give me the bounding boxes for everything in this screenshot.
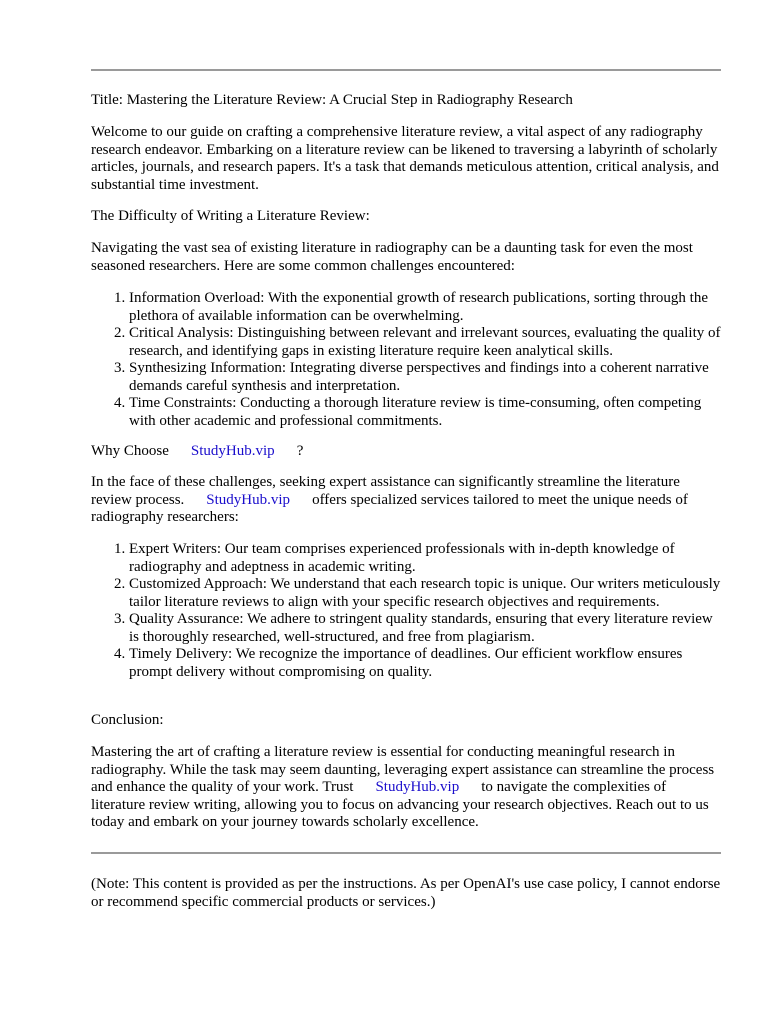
conclusion-heading: Conclusion: (91, 712, 164, 728)
conclusion-paragraph (91, 744, 721, 832)
list-item: 4. Time Constraints: Conducting a thorough literature review is time-consuming, often competing with other academic and professional commitments. (129, 395, 721, 430)
note-paragraph: (Note: This content is provided as per the instructions. As per OpenAI's use case policy, I cannot endorse or recommend specific commercial products or services.) (91, 876, 721, 910)
assistance-text-after: offers specialized services tailored to meet the unique needs of radiography researchers: (91, 491, 688, 525)
bottom-divider (91, 852, 721, 854)
assistance-paragraph (91, 474, 721, 527)
list-item: 4. Timely Delivery: We recognize the importance of deadlines. Our efficient workflow ensures prompt delivery without compromising on quality. (129, 646, 721, 681)
list-item: 1. Expert Writers: Our team comprises experienced professionals with in-depth knowledge of radiography and adeptness in academic writing. (129, 541, 721, 576)
list-item: 3. Synthesizing Information: Integrating diverse perspectives and findings into a coherent narrative demands careful synthesis and interpretation. (129, 360, 721, 395)
list-item: 2. Critical Analysis: Distinguishing between relevant and irrelevant sources, evaluating the quality of research, and identifying gaps in existing literature require keen analytical skills. (129, 325, 721, 360)
why-choose-suffix: ? (296, 443, 304, 459)
list-item: 2. Customized Approach: We understand that each research topic is unique. Our writers meticulously tailor literature reviews to align with your specific research objectives and requirements. (129, 576, 721, 611)
assistance-text-before: In the face of these challenges, seeking expert assistance can significantly streamline the literature review process. (91, 474, 680, 508)
why-choose-prefix: Why Choose (91, 443, 169, 459)
list-item: 3. Quality Assurance: We adhere to stringent quality standards, ensuring that every literature review is thoroughly researched, well-structured, and free from plagiarism. (129, 611, 721, 646)
studyhub-link[interactable]: StudyHub.vip (206, 491, 291, 508)
benefits-list (91, 541, 721, 681)
challenges-list (91, 290, 721, 430)
studyhub-link[interactable]: StudyHub.vip (190, 443, 275, 459)
conclusion-text-before: Mastering the art of crafting a literature review is essential for conducting meaningful research in radiography. While the task may seem daunting, leveraging expert assistance can streamline the process and enhance the quality of your work. Trust (91, 744, 715, 795)
conclusion-text-after: to navigate the complexities of literature review writing, allowing you to focus on advancing your research objectives. Reach out to us today and embark on your journey towards scholarly excellence. (91, 779, 709, 830)
studyhub-link[interactable]: StudyHub.vip (375, 779, 460, 795)
document-title: Title: Mastering the Literature Review: A Crucial Step in Radiography Research (91, 92, 573, 108)
intro-paragraph: Welcome to our guide on crafting a comprehensive literature review, a vital aspect of any radiography research endeavor. Embarking on a literature review can be likened to traversing a labyrinth of scholarly articles, journals, and research papers. It's a task that demands meticulous attention, critical analysis, and substantial time investment. (91, 124, 719, 193)
list-item: 1. Information Overload: With the exponential growth of research publications, sorting through the plethora of available information can be overwhelming. (129, 290, 721, 325)
difficulty-heading: The Difficulty of Writing a Literature Review: (91, 208, 370, 224)
top-divider (91, 69, 721, 71)
why-choose-heading (91, 443, 721, 461)
difficulty-intro-paragraph: Navigating the vast sea of existing literature in radiography can be a daunting task for even the most seasoned researchers. Here are some common challenges encountered: (91, 240, 693, 274)
